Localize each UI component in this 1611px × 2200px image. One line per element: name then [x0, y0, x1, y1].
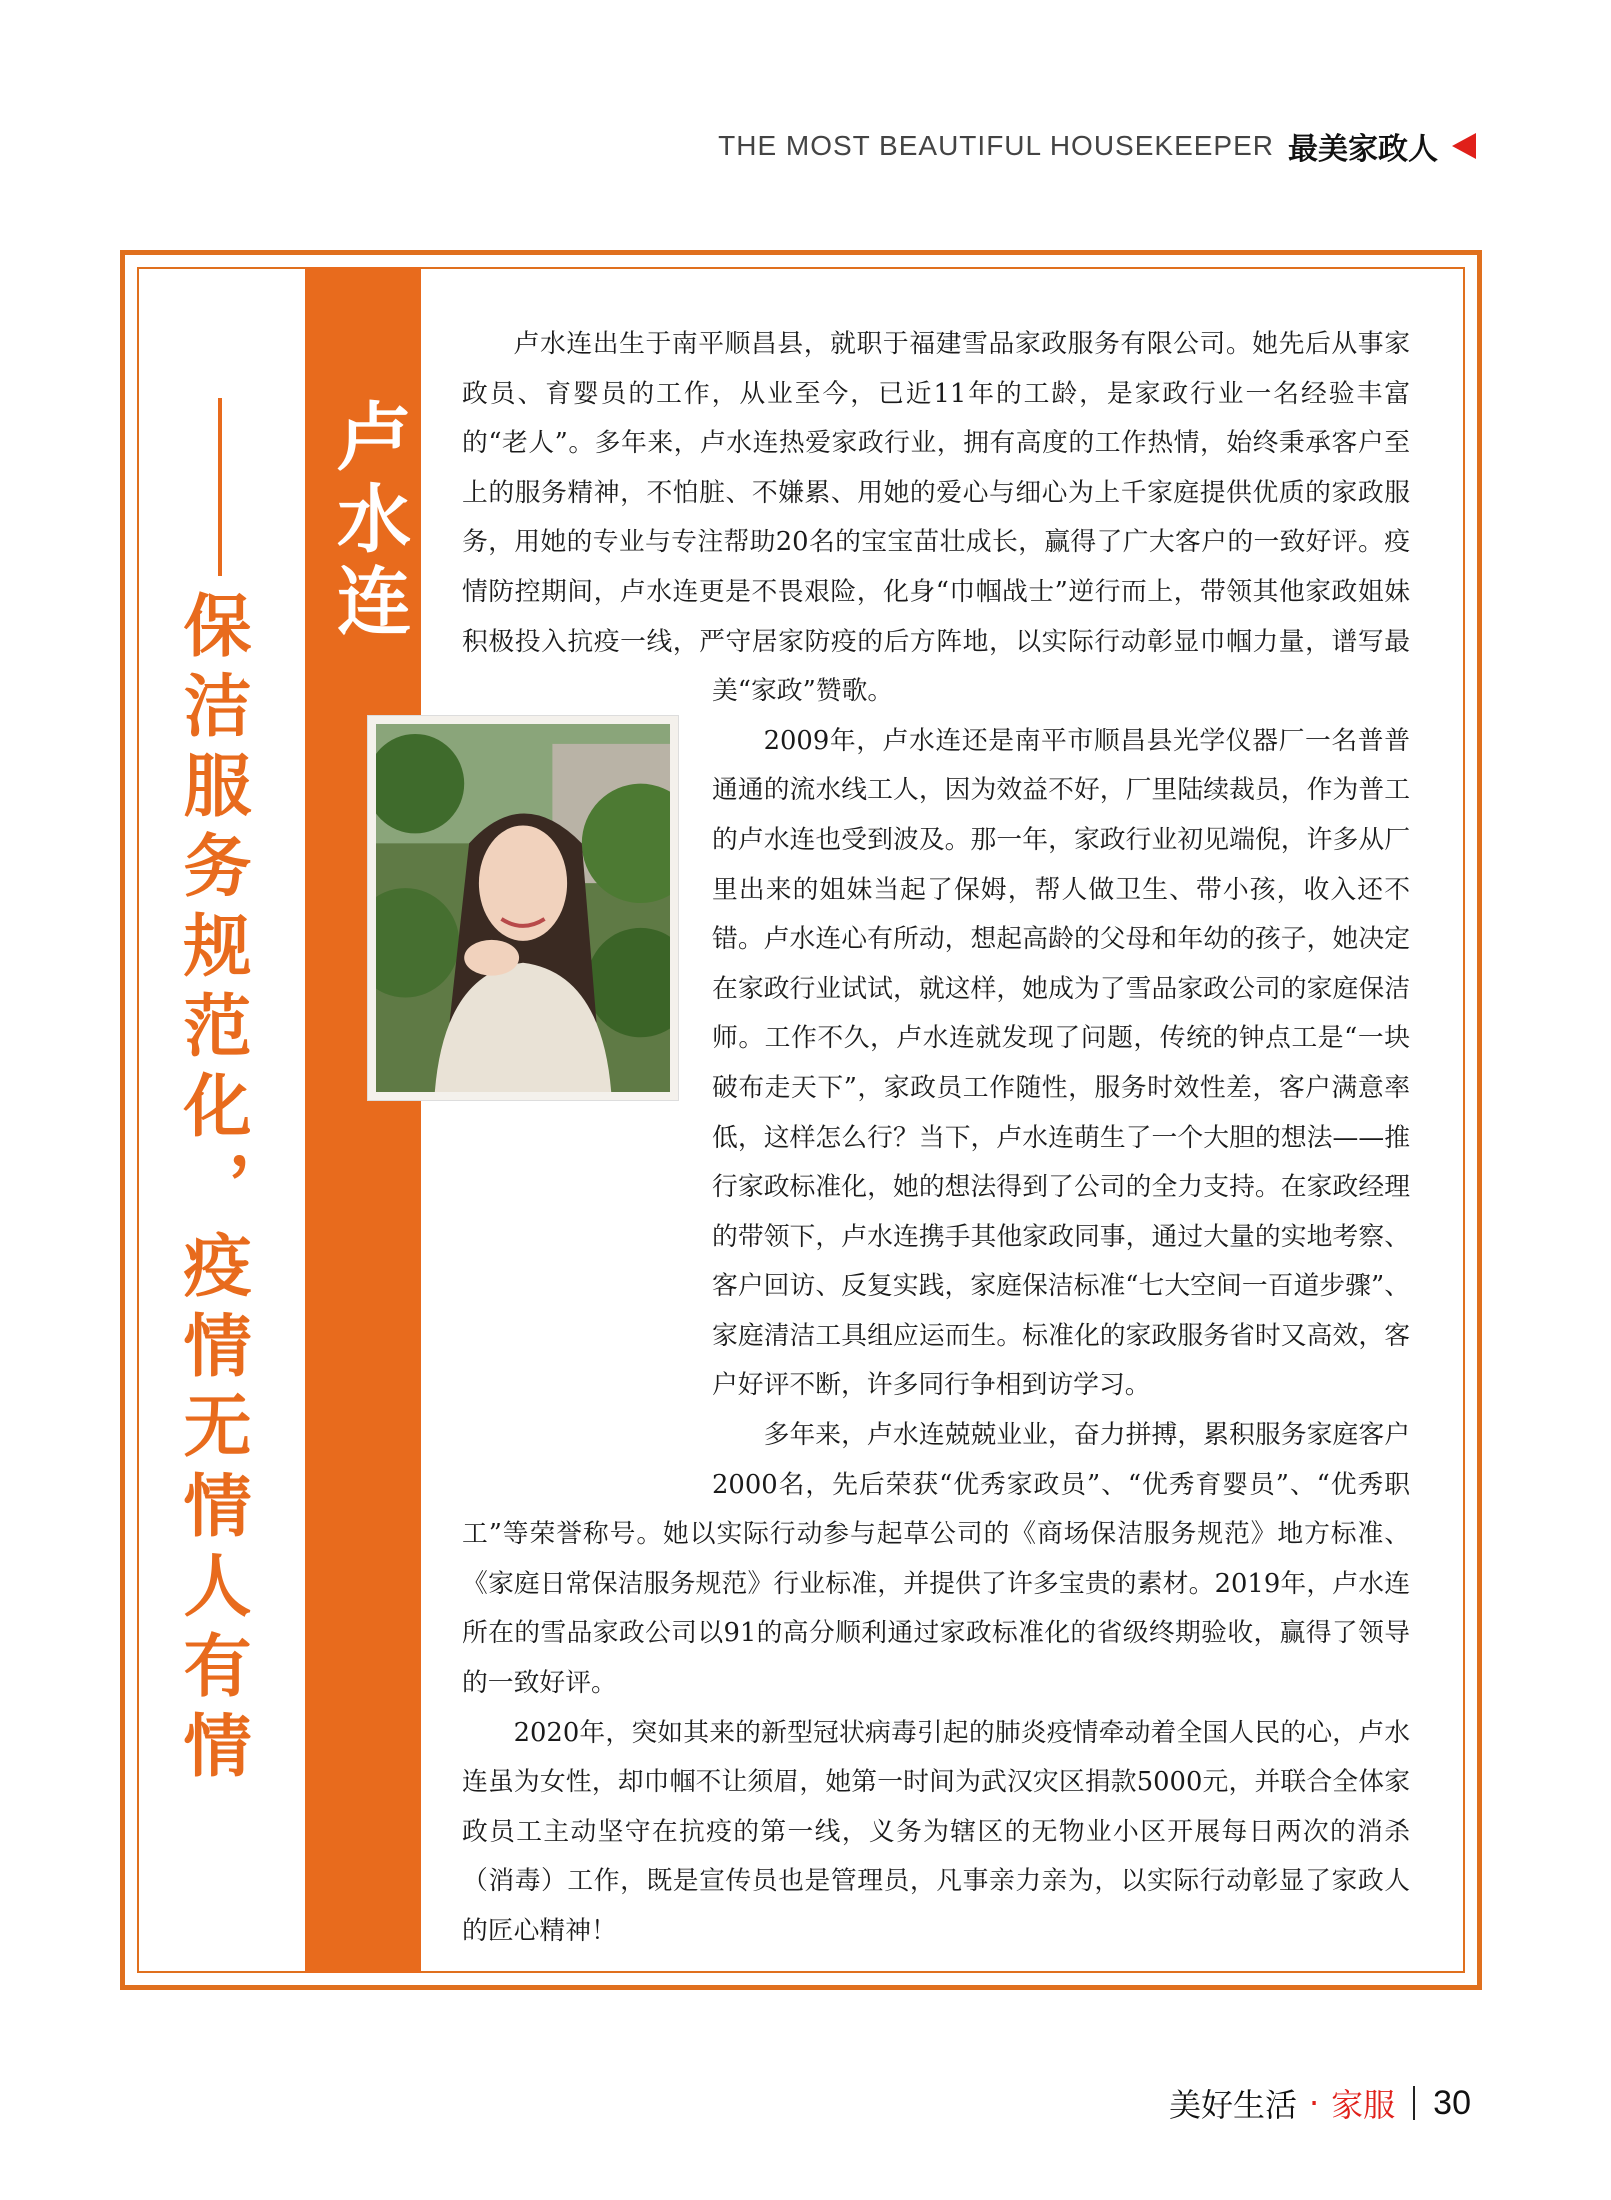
footer-divider	[1413, 2086, 1415, 2120]
article-headline: 保洁服务规范化，疫情无情人有情	[172, 590, 251, 1790]
paragraph-2: 2009年，卢水连还是南平市顺昌县光学仪器厂一名普普通通的流水线工人，因为效益不好，厂里陆续裁员，作为普工的卢水连也受到波及。那一年，家政行业初见端倪，许多从厂里出来的姐妹当起了保姆，帮人做卫生、带小孩，收入还不错。卢水连心有所动，想起高龄的父母和年幼的孩子，她决定在家政行业试试，就这样，她成为了雪品家政公司的家庭保洁师。工作不久，卢水连就发现了问题，传统的钟点工是“一块破布走天下”，家政员工作随性，服务时效性差，客户满意率低，这样怎么行？当下，卢水连萌生了一个大胆的想法——推行家政标准化，她的想法得到了公司的全力支持。在家政经理的带领下，卢水连携手其他家政同事，通过大量的实地考察、客户回访、反复实践，家庭保洁标准“七大空间一百道步骤”、家庭清洁工具组应运而生。标准化的家政服务省时又高效，客户好评不断，许多同行争相到访学习。	[712, 725, 1410, 1401]
section-name: 家服	[1331, 2086, 1396, 2124]
article-body	[462, 320, 1410, 1957]
page-footer	[1169, 2080, 1471, 2126]
magazine-name: 美好生活	[1168, 2086, 1297, 2124]
title-dash	[218, 398, 222, 576]
header-en-title: THE MOST BEAUTIFUL HOUSEKEEPER	[718, 130, 1274, 161]
paragraph-3: 多年来，卢水连兢兢业业，奋力拼搏，累积服务家庭客户2000名，先后荣获“优秀家政员”、“优秀育婴员”、“优秀职工”等荣誉称号。她以实际行动参与起草公司的《商场保洁服务规范》地方标准、《家庭日常保洁服务规范》行业标准，并提供了许多宝贵的素材。2019年，卢水连所在的雪品家政公司以91的高分顺利通过家政标准化的省级终期验收，赢得了领导的一致好评。	[462, 1420, 1410, 1699]
page-number: 30	[1433, 2083, 1471, 2122]
paragraph-4: 2020年，突如其来的新型冠状病毒引起的肺炎疫情牵动着全国人民的心，卢水连虽为女性，却巾帼不让须眉，她第一时间为武汉灾区捐款5000元，并联合全体家政员工主动坚守在抗疫的第一线，义务为辖区的无物业小区开展每日两次的消杀（消毒）工作，既是宣传员也是管理员，凡事亲力亲为，以实际行动彰显了家政人的匠心精神！	[462, 1717, 1410, 1946]
header-cn-title: 最美家政人	[1288, 132, 1438, 167]
paragraph-1: 卢水连出生于南平顺昌县，就职于福建雪品家政服务有限公司。她先后从事家政员、育婴员的工作，从业至今，已近11年的工龄，是家政行业一名经验丰富的“老人”。多年来，卢水连热爱家政行业，拥有高度的工作热情，始终秉承客户至上的服务精神，不怕脏、不嫌累、用她的爱心与细心为上千家庭提供优质的家政服务，用她的专业与专注帮助20名的宝宝苗壮成长，赢得了广大客户的一致好评。疫情防控期间，卢水连更是不畏艰险，化身“巾帼战士”逆行而上，带领其他家政姐妹积极投入抗疫一线，严守居家防疫的后方阵地，以实际行动彰显巾帼力量，谱写最美“家政”赞歌。	[462, 329, 1410, 707]
page-header	[718, 124, 1476, 168]
left-arrow-icon	[1452, 133, 1476, 159]
person-name: 卢水连	[325, 398, 411, 644]
footer-dot: ·	[1308, 2084, 1320, 2122]
